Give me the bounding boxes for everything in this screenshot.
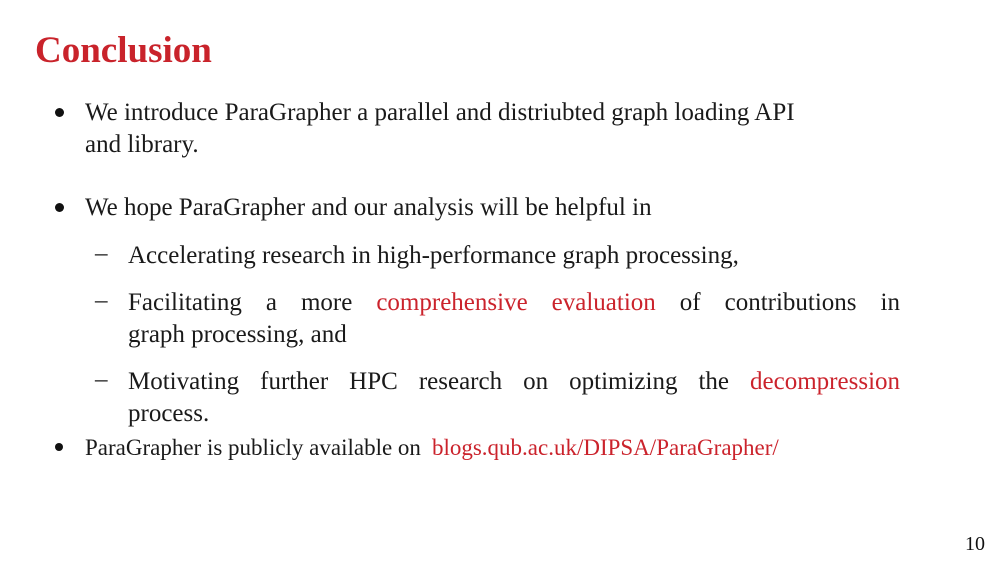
sub2-line1-post-text: of contributions in: [679, 289, 900, 316]
dash-icon: –: [95, 240, 108, 267]
sub1-line1-text: Accelerating research in high-performance graph processing,: [128, 242, 739, 269]
slide-content: [85, 97, 900, 462]
sub-item-facilitating: [95, 287, 900, 351]
paragrapher-url-link[interactable]: blogs.qub.ac.uk/DIPSA/ParaGrapher/: [431, 435, 779, 460]
page-title: Conclusion: [35, 30, 212, 71]
bullet2-line1-text: We hope ParaGrapher and our analysis will be helpful in: [85, 194, 652, 221]
bullet-item-hope: [85, 192, 900, 224]
bullet1-line2-text: and library.: [85, 131, 199, 158]
text-line: [128, 319, 900, 351]
text-line: [128, 366, 900, 398]
sub2-line2-text: graph processing, and: [128, 321, 347, 348]
text-line: [85, 97, 900, 129]
sub3-line1-highlight-text: decompression: [750, 368, 901, 395]
dash-icon: –: [95, 287, 108, 314]
text-line: [85, 129, 900, 161]
sub3-line2-text: process.: [128, 400, 210, 427]
text-line: [85, 192, 900, 224]
text-line: [85, 433, 900, 462]
bullet3-pre-text: ParaGrapher is publicly available on: [85, 435, 421, 460]
bullet-item-introduce: [85, 97, 900, 161]
text-line: [128, 287, 900, 319]
bullet-icon: [55, 203, 64, 212]
sub2-line1-highlight-text: comprehensive evaluation: [376, 289, 656, 316]
text-line: [128, 240, 900, 272]
sub3-line1-pre-text: Motivating further HPC research on optimizing the: [128, 368, 730, 395]
text-line: [128, 398, 900, 430]
bullet1-line1-text: We introduce ParaGrapher a parallel and distriubted graph loading API: [85, 99, 795, 126]
dash-icon: –: [95, 366, 108, 393]
bullet-item-availability: [85, 433, 900, 462]
bullet-icon: [55, 108, 64, 117]
bullet-icon: [55, 443, 63, 451]
sub-item-motivating: [95, 366, 901, 430]
sub2-line1-pre-text: Facilitating a more: [128, 289, 353, 316]
sub-item-accelerating: [95, 240, 900, 272]
page-number: 10: [965, 533, 985, 555]
